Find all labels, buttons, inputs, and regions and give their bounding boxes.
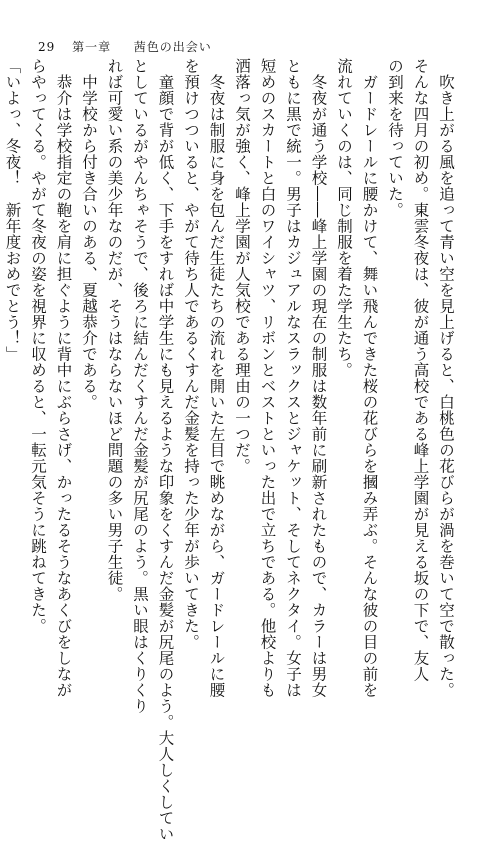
text-line: 童顔で背が低く、下手をすれば中学生にも見えるような印象をくすんだ金髪が尻尾のよう。大人しくしてい bbox=[156, 73, 175, 842]
text-line: の到来を待っていた。 bbox=[386, 58, 404, 218]
text-line: ともに黒で統一。男子はカジュアルなスラックスとジャケット、そしてネクタイ。女子は bbox=[284, 58, 302, 698]
chapter-title: 茜色の出会い bbox=[133, 40, 212, 54]
vertical-body-text bbox=[3, 58, 458, 842]
text-line: 吹き上がる風を追って青い空を見上げると、白桃色の花びらが渦を巻いて空で散った。 bbox=[437, 73, 455, 698]
text-line: 恭介は学校指定の鞄を肩に担ぐように背中にぶらさげ、かったるそうなあくびをしなが bbox=[54, 73, 73, 698]
running-header bbox=[38, 38, 212, 55]
text-line: 冬夜は制服に身を包んだ生徒たちの流れを開いた左目で眺めながら、ガードレールに腰 bbox=[207, 73, 226, 698]
text-line: れば可愛い系の美少年なのだが、そうはならないほど問題の多い男子生徒。 bbox=[105, 58, 124, 602]
text-line: らやってくる。やがて冬夜の姿を視界に収めると、一転元気そうに跳ねてきた。 bbox=[29, 58, 47, 634]
text-line: 洒落っ気が強く、峰上学園が人気校である理由の一つだ。 bbox=[233, 58, 251, 474]
text-line: そんな四月の初め。東雲冬夜は、彼が通う高校である峰上学園が見える坂の下で、友人 bbox=[411, 58, 430, 682]
text-line: としているがやんちゃそうで、後ろに結んだくすんだ金髪が尻尾のよう。黒い眼はくりくり bbox=[131, 58, 149, 714]
page-number: 29 bbox=[38, 40, 56, 54]
text-line: 中学校から付き合いのある、夏越恭介である。 bbox=[80, 73, 98, 410]
text-line: 流れていくのは、同じ制服を着た学生たち。 bbox=[335, 58, 353, 378]
text-line: 「いよっ、冬夜！ 新年度おめでとう！」 bbox=[3, 58, 22, 362]
text-line: 短めのスカートと白のワイシャツ、リボンとベストといった出で立ちである。他校よりも bbox=[258, 58, 277, 698]
text-line: を預けつついると、やがて待ち人であるくすんだ金髪を持った少年が歩いてきた。 bbox=[182, 58, 200, 650]
text-line: ガードレールに腰かけて、舞い飛んできた桜の花びらを摑み弄ぶ。そんな彼の目の前を bbox=[360, 73, 379, 698]
chapter-label: 第一章 bbox=[72, 40, 112, 54]
text-line: 冬夜が通う学校――峰上学園の現在の制服は数年前に刷新されたもので、カラーは男女 bbox=[309, 73, 328, 698]
